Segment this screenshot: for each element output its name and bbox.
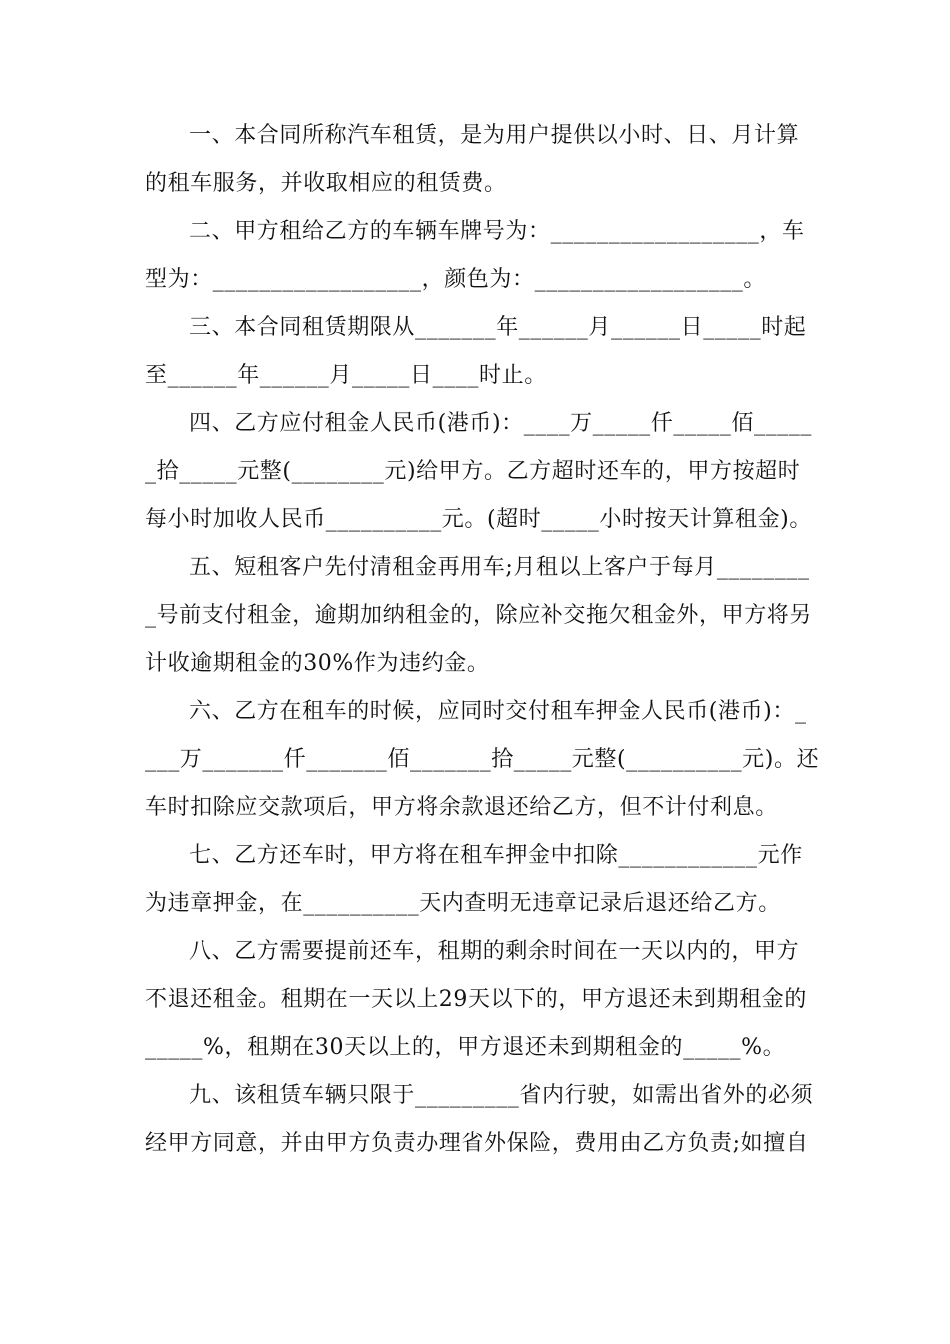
clause-3 <box>145 304 805 400</box>
text-line: 经甲方同意，并由甲方负责办理省外保险，费用由乙方负责;如擅自 <box>145 1131 809 1156</box>
text-line: 四、乙方应付租金人民币(港币)：____万_____仟_____佰_____ <box>189 411 812 436</box>
clause-8 <box>145 928 805 1072</box>
clause-5 <box>145 544 813 688</box>
clause-1 <box>145 112 805 208</box>
text-line: 计收逾期租金的30%作为违约金。 <box>145 651 490 676</box>
text-line: 八、乙方需要提前还车，租期的剩余时间在一天以内的，甲方 <box>189 939 800 964</box>
text-line: 车时扣除应交款项后，甲方将余款退还给乙方，但不计付利息。 <box>145 795 778 820</box>
clause-4 <box>145 400 812 544</box>
clause-7 <box>145 832 805 928</box>
text-line: _号前支付租金，逾期加纳租金的，除应补交拖欠租金外，甲方将另 <box>145 603 813 628</box>
clause-6 <box>145 688 820 832</box>
text-line: 二、甲方租给乙方的车辆车牌号为：__________________，车 <box>189 219 805 244</box>
text-line: 六、乙方在租车的时候，应同时交付租车押金人民币(港币)：_ <box>189 699 807 724</box>
text-line: 每小时加收人民币__________元。(超时_____小时按天计算租金)。 <box>145 507 812 532</box>
text-line: 型为：__________________，颜色为：__________________。 <box>145 267 767 292</box>
clause-2 <box>145 208 805 304</box>
text-line: ___万_______仟_______佰_______拾_____元整(__________元)。还 <box>145 747 820 772</box>
contract-body <box>145 112 820 1168</box>
text-line: 不退还租金。租期在一天以上29天以下的，甲方退还未到期租金的 <box>145 987 807 1012</box>
text-line: 的租车服务，并收取相应的租赁费。 <box>145 171 507 196</box>
text-line: 三、本合同租赁期限从_______年______月______日_____时起 <box>189 315 807 340</box>
text-line: 一、本合同所称汽车租赁，是为用户提供以小时、日、月计算 <box>189 123 800 148</box>
clause-9 <box>145 1072 814 1168</box>
text-line: 为违章押金，在__________天内查明无违章记录后退还给乙方。 <box>145 891 781 916</box>
text-line: 七、乙方还车时，甲方将在租车押金中扣除____________元作 <box>189 843 803 868</box>
text-line: 五、短租客户先付清租金再用车;月租以上客户于每月________ <box>189 555 810 580</box>
text-line: 至______年______月_____日____时止。 <box>145 363 547 388</box>
text-line: _拾_____元整(________元)给甲方。乙方超时还车的，甲方按超时 <box>145 459 801 484</box>
text-line: _____%，租期在30天以上的，甲方退还未到期租金的_____%。 <box>145 1035 786 1060</box>
text-line: 九、该租赁车辆只限于_________省内行驶，如需出省外的必须 <box>189 1083 814 1108</box>
